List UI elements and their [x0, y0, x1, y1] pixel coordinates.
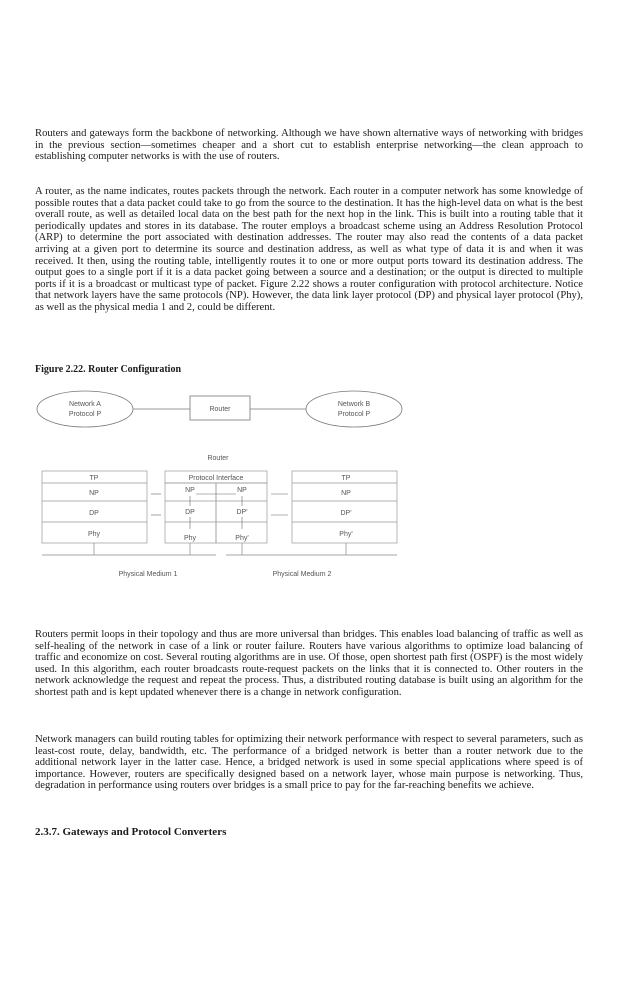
left-dp-label: DP	[89, 510, 99, 517]
peer-arrows	[151, 494, 288, 515]
router-diagram	[30, 380, 450, 590]
paragraph-routers-loops: Routers permit loops in their topology and thus are more universal than bridges. This enables load balancing of traffic as well as self-healing of the network in case of a link or router failure. Routers have various algorithms to optimize load balancing of traffic and economize on cost. Several routing algorithms are in use. Of those, open shortest path first (OSPF) is the most widely used. In this algorithm, each router broadcasts route-request packets on the links that it is connected to. Other routers in the network acknowledge the request and repeat the process. Thus, a distributed routing database is built using an algorithm for the shortest path and is kept updated whenever there is a change in network configuration.	[35, 629, 583, 698]
right-np-label: NP	[341, 490, 351, 497]
network-b-protocol-label: Protocol P	[337, 411, 371, 418]
network-b-label: Network B	[337, 401, 371, 408]
router-left-phy-label: Phy	[183, 535, 197, 542]
network-a-ellipse	[37, 391, 133, 427]
physical-media	[42, 543, 397, 555]
network-a-protocol-label: Protocol P	[68, 411, 102, 418]
right-dp-label: DP'	[340, 510, 352, 517]
right-protocol-stack	[292, 471, 397, 543]
physical-medium-1-label: Physical Medium 1	[118, 571, 178, 578]
router-label: Router	[207, 455, 229, 462]
left-protocol-stack	[42, 471, 147, 543]
network-a-label: Network A	[69, 401, 101, 408]
left-tp-label: TP	[89, 475, 99, 482]
router-right-dp-label: DP'	[236, 509, 248, 516]
router-right-stack	[196, 483, 267, 543]
network-b-ellipse	[306, 391, 402, 427]
router-right-np-label: NP	[237, 487, 247, 494]
paragraph-router-description: A router, as the name indicates, routes packets through the network. Each router in a computer network has some knowledge of possible routes that a data packet could take to go from the source to the destination. It has the high-level data on what is the best overall route, as well as detailed local data on the best path for the next hop in the link. This is built into a routing table that it periodically updates and stores in its database. The router employs a broadcast scheme using an Address Resolution Protocol (ARP) to determine the port associated with destination addresses. The router may also read the contents of a data packet arriving at a given port to determine its source and destination address, as well as what type of data it is and when it was received. It then, using the routing table, intelligently routes it to one or more output ports toward its destination address. The output goes to a single port if it is a data packet going between a source and a destination; or the output is directed to multiple ports if it is a broadcast or multicast type of packet. Figure 2.22 shows a router configuration with protocol architecture. Notice that network layers have the same protocols (NP). However, the data link layer protocol (DP) and physical layer protocol (Phy), as well as the physical media 1 and 2, could be different.	[35, 186, 583, 313]
router-left-np-label: NP	[185, 487, 195, 494]
right-phy-label: Phy'	[339, 531, 353, 538]
router-right-phy-label: Phy'	[235, 535, 249, 542]
left-np-label: NP	[89, 490, 99, 497]
protocol-interface-label: Protocol Interface	[188, 475, 244, 482]
paragraph-network-managers: Network managers can build routing tables for optimizing their network performance with respect to several parameters, such as least-cost route, delay, bandwidth, etc. The performance of a bridged network is better than a router network due to the additional network layer in the latter case. Hence, a bridged network is used in some special applications where speed is of importance. However, routers are specifically designed based on a network layer, whose main purpose is networking. Thus, degradation in performance using routers over bridges is a small price to pay for the far-reaching benefits we achieve.	[35, 734, 583, 792]
router-configuration-figure	[30, 380, 450, 590]
figure-caption: Figure 2.22. Router Configuration	[35, 364, 182, 375]
physical-medium-2-label: Physical Medium 2	[272, 571, 332, 578]
section-heading: 2.3.7. Gateways and Protocol Converters	[35, 826, 227, 838]
right-tp-label: TP	[341, 475, 351, 482]
router-left-stack	[165, 483, 216, 543]
left-phy-label: Phy	[87, 531, 101, 538]
router-left-dp-label: DP	[185, 509, 195, 516]
router-box-label: Router	[209, 406, 231, 413]
paragraph-intro: Routers and gateways form the backbone of networking. Although we have shown alternative ways of networking with bridges in the previous section—sometimes cheaper and a short cut to establish enterprise networking—the clean approach to establishing computer networks is with the use of routers.	[35, 128, 583, 163]
